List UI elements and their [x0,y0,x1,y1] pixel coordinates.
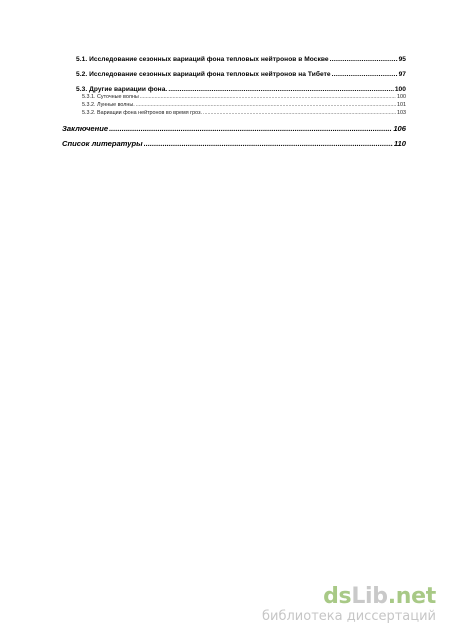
toc-entry-page: 106 [393,124,406,133]
toc-entry-references[interactable] [62,139,406,148]
toc-entry-5-2[interactable] [76,71,406,78]
toc-entry-label: 5.3.1. Суточные волны [82,94,139,100]
toc-entry-label: 5.2. Исследование сезонных вариаций фона тепловых нейтронов на Тибете [76,71,331,78]
toc-leader-dots [330,56,398,63]
watermark[interactable] [262,586,436,625]
toc-entry-page: 110 [393,139,406,148]
toc-leader-dots [144,139,393,148]
toc-entry-5-3[interactable] [76,86,406,93]
toc-entry-label: Список литературы [62,139,143,148]
toc-leader-dots [168,86,394,93]
toc-entry-page: 101 [397,102,406,108]
toc-leader-dots [332,71,398,78]
watermark-logo: dsLib.net [323,584,436,609]
toc-entry-page: 103 [397,110,406,116]
toc-leader-dots [140,94,396,100]
toc-leader-dots [109,124,392,133]
toc-entry-5-3-2-b[interactable] [82,110,406,116]
toc-entry-label: 5.1. Исследование сезонных вариаций фона тепловых нейтронов в Москве [76,56,329,63]
toc-entry-conclusion[interactable] [62,124,406,133]
toc-entry-5-3-2[interactable] [82,102,406,108]
toc-entry-5-1[interactable] [76,56,406,63]
toc-leader-dots [203,110,396,116]
toc-entry-5-3-1[interactable] [82,94,406,100]
toc-entry-label: 5.3.2. Лунные волны. [82,102,135,108]
toc-entry-page: 100 [394,86,406,93]
toc-entry-page: 100 [397,94,406,100]
toc-entry-label: 5.3.2. Вариации фона нейтронов во время гроз. [82,110,203,116]
toc-entry-page: 95 [398,56,406,63]
watermark-subtitle: библиотека диссертаций [262,609,436,624]
toc-leader-dots [136,102,396,108]
toc-entry-page: 97 [398,71,406,78]
toc-entry-label: Заключение [62,124,109,133]
toc-entry-label: 5.3. Другие вариации фона. [76,86,168,93]
